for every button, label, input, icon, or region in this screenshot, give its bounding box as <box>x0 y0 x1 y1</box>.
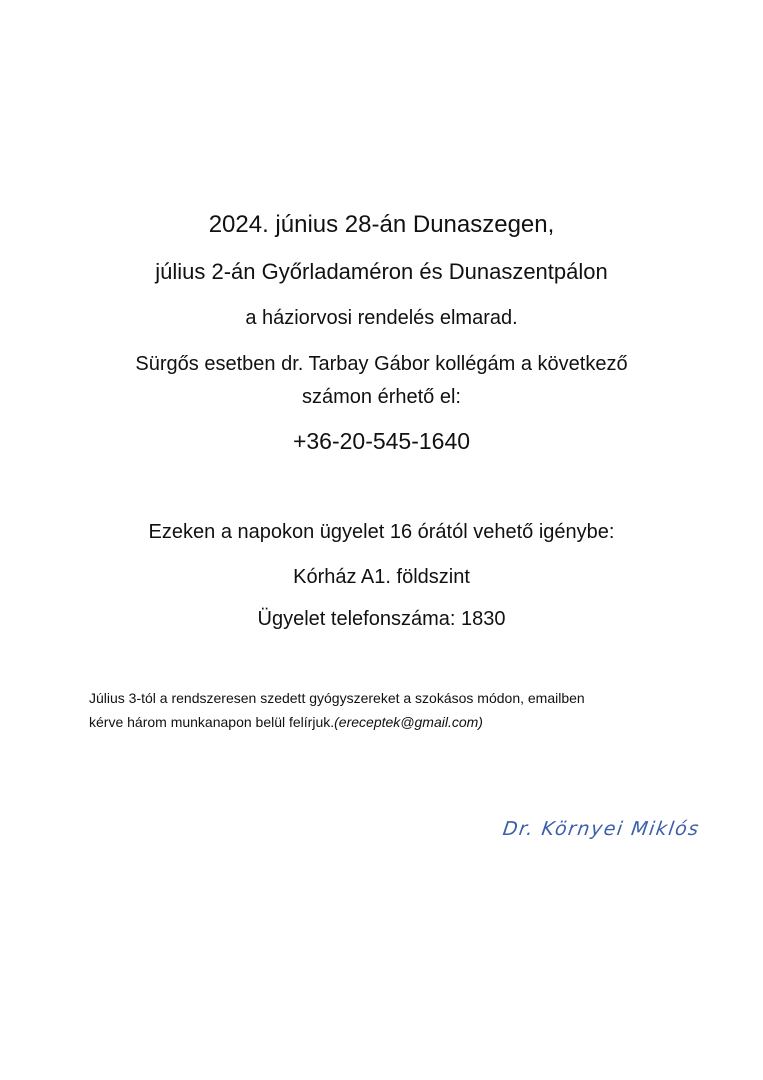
notice-date-line: 2024. június 28-án Dunaszegen, <box>208 211 555 238</box>
duty-phone-line: Ügyelet telefonszáma: 1830 <box>257 608 506 630</box>
prescription-email: (ereceptek@gmail.com) <box>334 714 483 730</box>
prescription-note <box>89 686 689 734</box>
doctor-signature: Dr. Környei Miklós <box>501 818 702 840</box>
notice-cancellation-line: a háziorvosi rendelés elmarad. <box>245 307 518 329</box>
notice-second-date-line: július 2-án Győrladaméron és Dunaszentpálon <box>155 259 608 284</box>
prescription-note-line-1: Július 3-tól a rendszeresen szedett gyógyszereket a szokásos módon, emailben <box>89 690 585 706</box>
notice-urgent-line: Sürgős esetben dr. Tarbay Gábor kollégám a következő <box>135 353 628 375</box>
prescription-note-text: kérve három munkanapon belül felírjuk. <box>89 714 335 730</box>
duty-location-line: Kórház A1. földszint <box>293 566 470 588</box>
duty-intro-line: Ezeken a napokon ügyelet 16 órától vehető igénybe: <box>148 521 615 543</box>
notice-phone-number: +36-20-545-1640 <box>292 428 471 454</box>
notice-reachable-line: számon érhető el: <box>302 386 461 408</box>
prescription-note-line-2 <box>89 710 689 734</box>
